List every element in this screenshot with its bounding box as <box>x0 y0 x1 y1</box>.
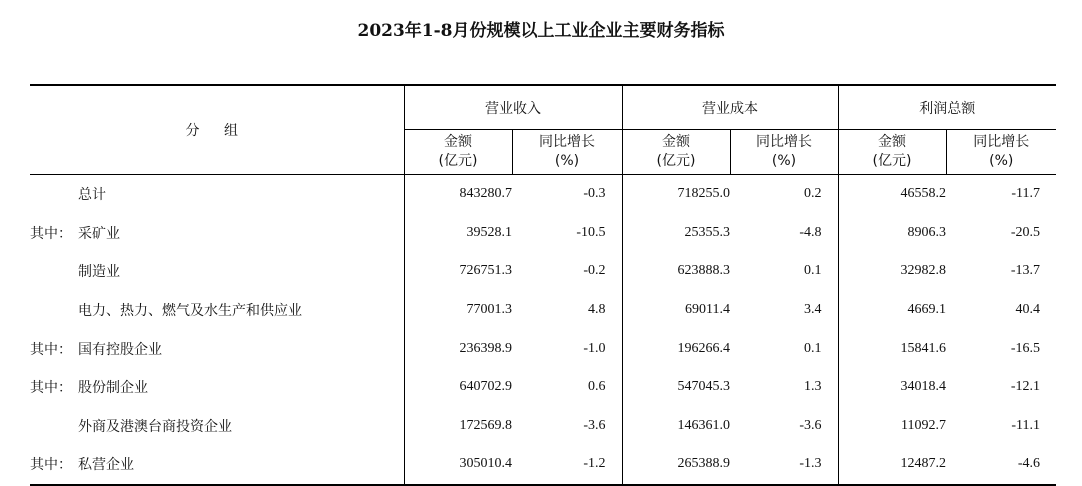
profit-amount-cell: 12487.2 <box>838 445 946 485</box>
cost-growth-cell: -1.3 <box>730 445 838 485</box>
cost-growth-cell: -3.6 <box>799 417 822 433</box>
profit-growth-cell: -11.7 <box>1011 186 1040 202</box>
column-group-revenue: 营业收入 <box>404 85 622 130</box>
revenue-amount-cell: 305010.4 <box>404 445 512 485</box>
revenue-growth-cell: -0.2 <box>583 263 606 279</box>
table-body <box>30 175 1056 485</box>
profit-amount-cell: 8906.3 <box>838 214 946 253</box>
profit-amount-header: 金额 (亿元) <box>838 130 946 175</box>
profit-amount-cell: 46558.2 <box>838 175 946 214</box>
cost-amount-cell: 25355.3 <box>622 214 730 253</box>
profit-amount-cell: 11092.7 <box>838 407 946 446</box>
table-row <box>30 291 1056 330</box>
cost-growth-cell: -4.8 <box>799 224 822 240</box>
revenue-growth-cell: -1.2 <box>512 445 622 485</box>
profit-growth-header: 同比增长 (%) <box>946 130 1056 175</box>
row-label: 制造业 <box>78 264 120 281</box>
profit-growth-cell: -16.5 <box>1010 340 1040 356</box>
profit-growth-cell: -4.6 <box>946 445 1056 485</box>
column-group-profit: 利润总额 <box>838 85 1056 130</box>
row-label: 外商及港澳台商投资企业 <box>78 418 232 435</box>
revenue-amount-cell: 77001.3 <box>404 291 512 330</box>
revenue-growth-cell: -3.6 <box>583 417 606 433</box>
table-row <box>30 214 1056 253</box>
row-label: 其中： 采矿业 <box>30 225 120 242</box>
cost-amount-header: 金额 (亿元) <box>622 130 730 175</box>
table-row <box>30 368 1056 407</box>
revenue-growth-cell: -0.3 <box>583 186 606 202</box>
row-label: 电力、热力、燃气及水生产和供应业 <box>78 303 302 320</box>
revenue-amount-cell: 236398.9 <box>404 329 512 368</box>
cost-amount-cell: 547045.3 <box>622 368 730 407</box>
profit-amount-cell: 4669.1 <box>838 291 946 330</box>
row-label: 总计 <box>78 187 106 204</box>
table-row <box>30 329 1056 368</box>
revenue-growth-header: 同比增长 (%) <box>512 130 622 175</box>
cost-growth-cell: 1.3 <box>804 379 822 395</box>
revenue-growth-cell: 0.6 <box>588 379 606 395</box>
row-label: 其中： 国有控股企业 <box>30 341 162 358</box>
cost-amount-cell: 196266.4 <box>622 329 730 368</box>
table-header <box>30 85 1056 175</box>
revenue-amount-cell: 172569.8 <box>404 407 512 446</box>
cost-amount-cell: 265388.9 <box>622 445 730 485</box>
cost-growth-cell: 0.1 <box>804 340 822 356</box>
cost-growth-cell: 3.4 <box>804 302 822 318</box>
profit-growth-cell: -20.5 <box>1010 224 1040 240</box>
revenue-amount-cell: 39528.1 <box>404 214 512 253</box>
group-column-header: 分 组 <box>30 85 404 175</box>
revenue-growth-cell: -1.0 <box>583 340 606 356</box>
cost-growth-cell: 0.1 <box>804 263 822 279</box>
table-row <box>30 175 1056 214</box>
cost-growth-cell: 0.2 <box>804 186 822 202</box>
column-group-cost: 营业成本 <box>622 85 838 130</box>
profit-growth-cell: -11.1 <box>1011 417 1040 433</box>
table-row <box>30 407 1056 446</box>
header-row-groups <box>30 85 1056 130</box>
cost-amount-cell: 146361.0 <box>622 407 730 446</box>
revenue-amount-cell: 726751.3 <box>404 252 512 291</box>
profit-growth-cell: 40.4 <box>1015 302 1040 318</box>
revenue-amount-cell: 843280.7 <box>404 175 512 214</box>
profit-growth-cell: -13.7 <box>1010 263 1040 279</box>
revenue-growth-cell: -10.5 <box>576 224 606 240</box>
table-row <box>30 445 1056 485</box>
cost-growth-header: 同比增长 (%) <box>730 130 838 175</box>
revenue-growth-cell: 4.8 <box>588 302 606 318</box>
profit-amount-cell: 34018.4 <box>838 368 946 407</box>
row-label: 其中： 股份制企业 <box>30 380 148 397</box>
profit-amount-cell: 15841.6 <box>838 329 946 368</box>
row-label: 其中： 私营企业 <box>30 445 404 485</box>
revenue-amount-cell: 640702.9 <box>404 368 512 407</box>
cost-amount-cell: 718255.0 <box>622 175 730 214</box>
cost-amount-cell: 69011.4 <box>622 291 730 330</box>
revenue-amount-header: 金额 (亿元) <box>404 130 512 175</box>
page-title: 2023年1-8月份规模以上工业企业主要财务指标 <box>357 21 725 41</box>
table-row <box>30 252 1056 291</box>
cost-amount-cell: 623888.3 <box>622 252 730 291</box>
profit-growth-cell: -12.1 <box>1010 379 1040 395</box>
financial-indicators-table <box>30 84 1056 486</box>
profit-amount-cell: 32982.8 <box>838 252 946 291</box>
